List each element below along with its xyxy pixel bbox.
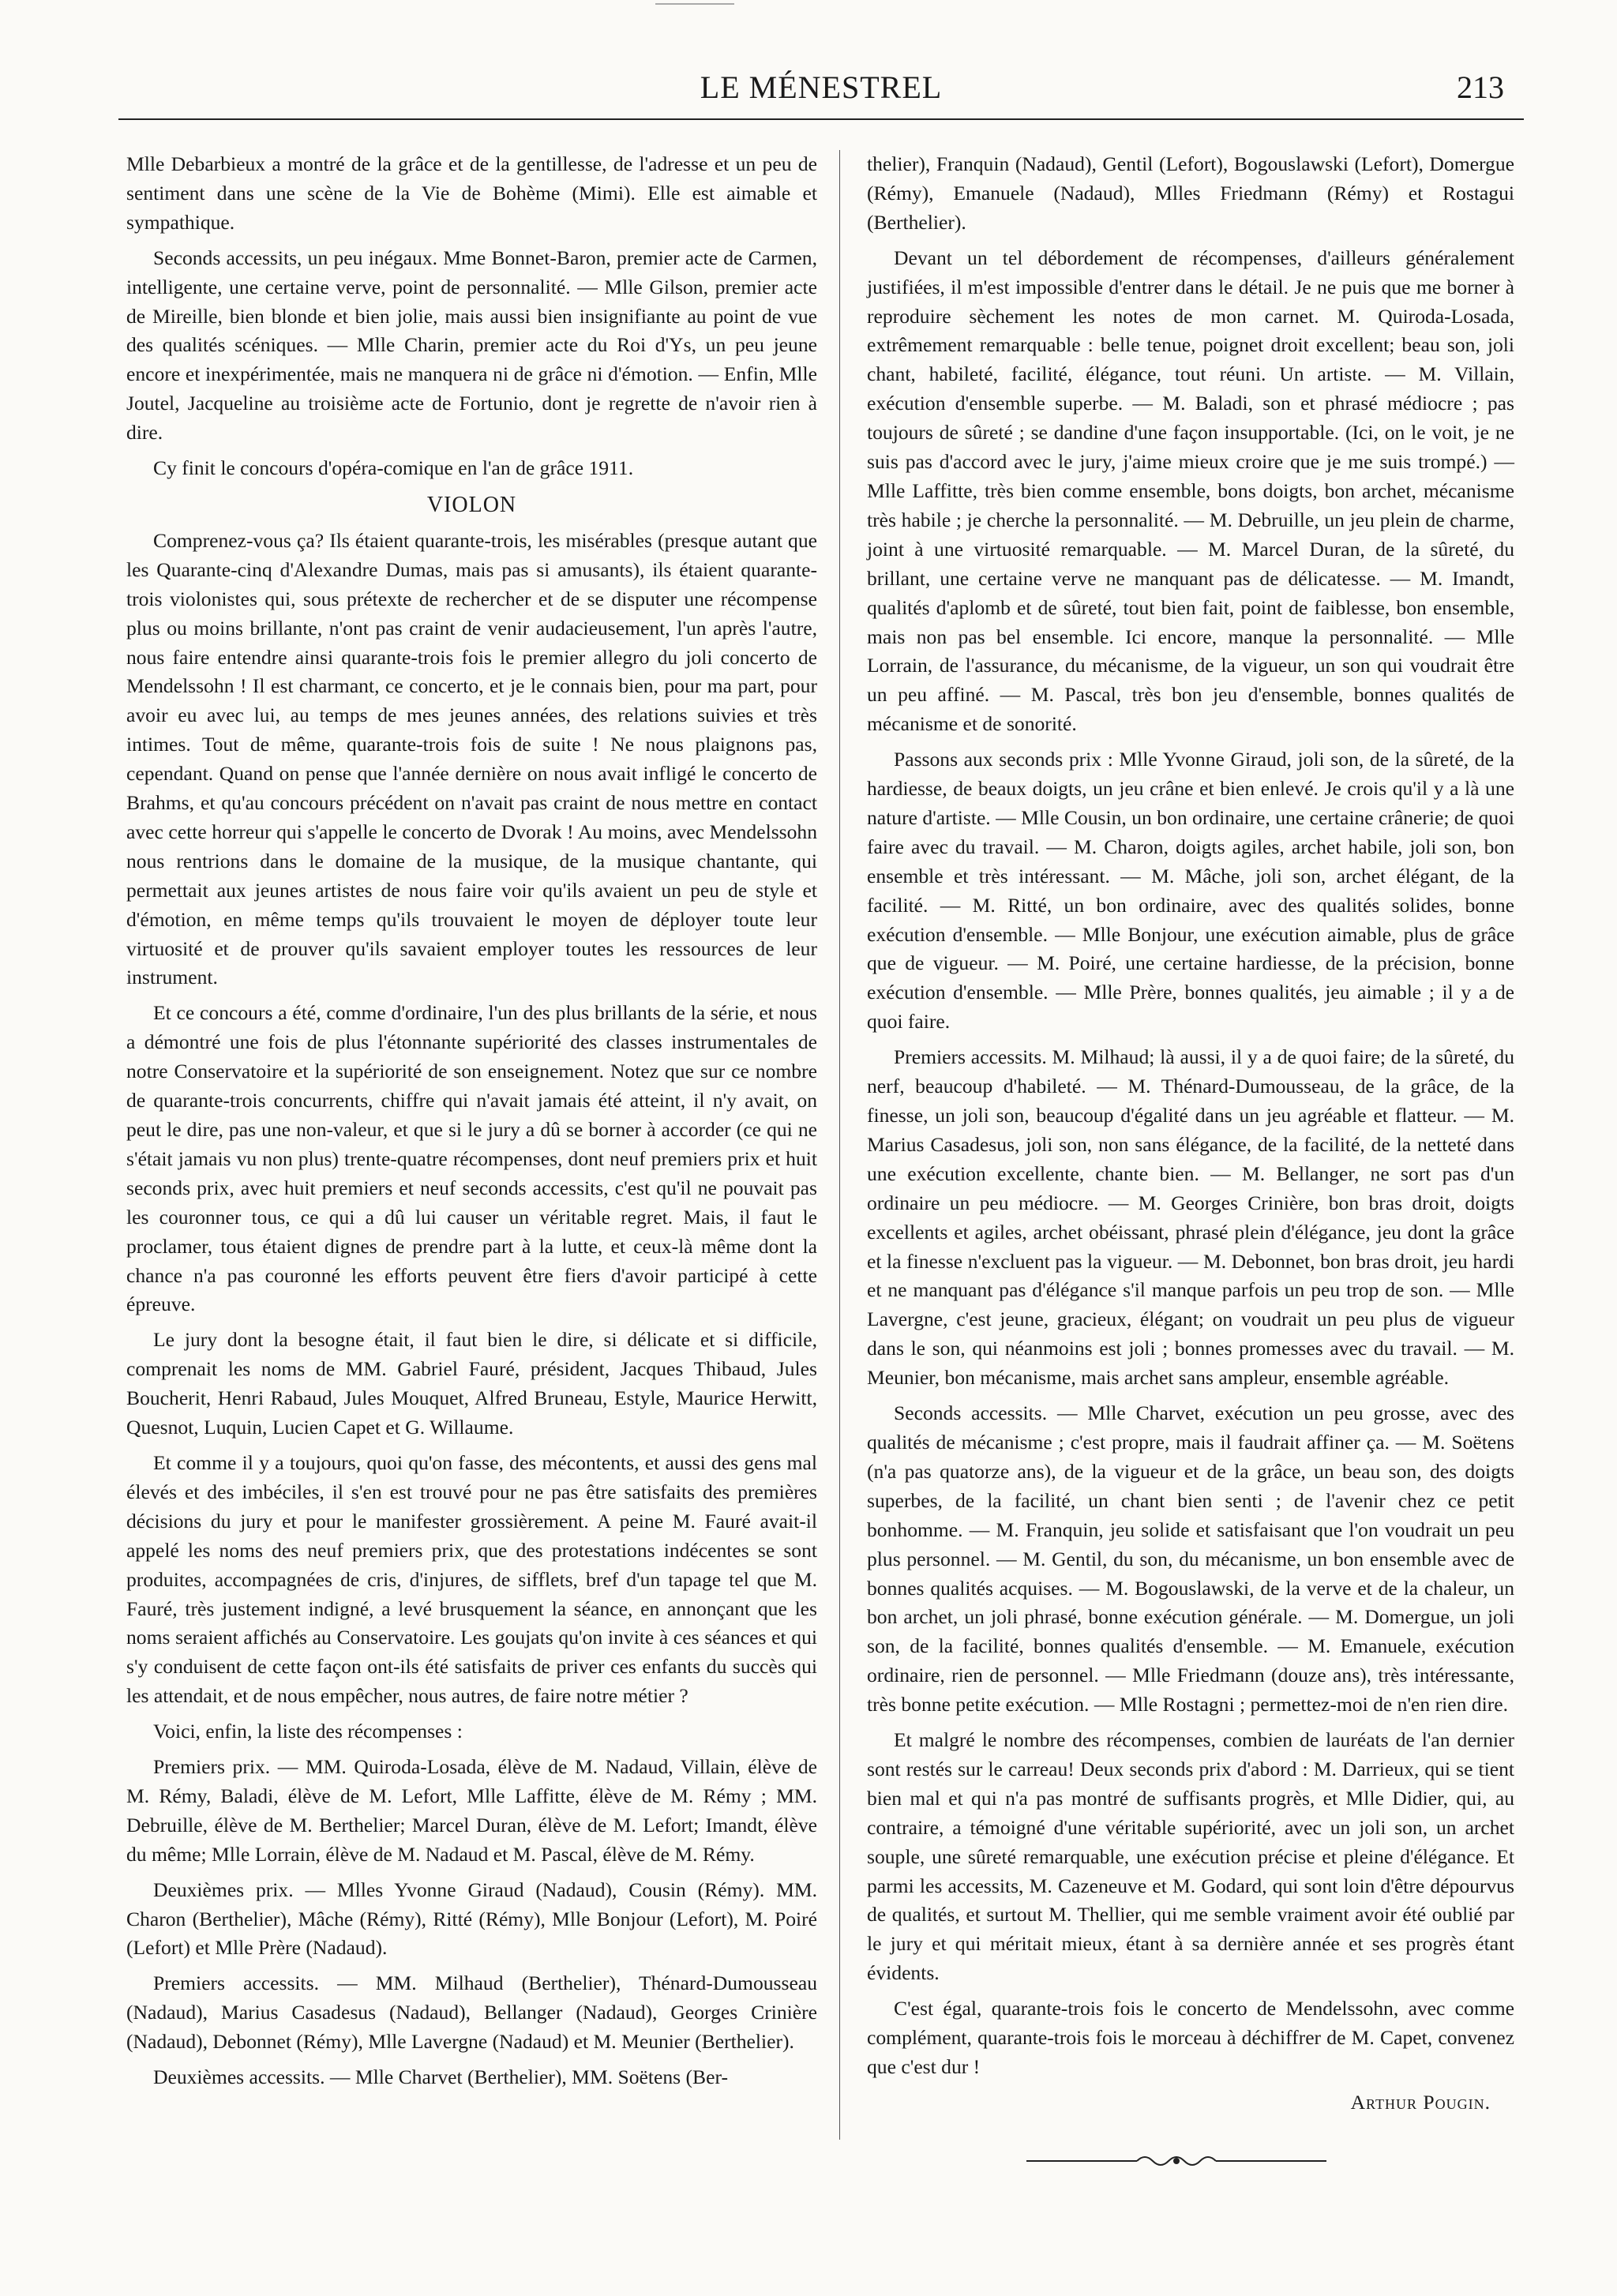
- section-heading-violon: VIOLON: [426, 492, 517, 517]
- left-column: [126, 150, 817, 2099]
- paragraph: Mlle Debarbieux a montré de la grâce et de la gentillesse, de l'adresse et un peu de sentiment dans une scène de la Vie de Bohème (Mimi). Elle est aimable et sympathique.: [126, 152, 817, 234]
- right-column: [867, 150, 1514, 2118]
- awards-first-accessits: Premiers accessits. — MM. Milhaud (Berthelier), Thénard-Dumousseau (Nadaud), Marius Casadesus (Nadaud), Bellanger (Nadaud), Georges Crinière (Nadaud), Debonnet (Rémy), Mlle Lavergne (Nadaud) et M. Meunier (Berthelier).: [126, 1971, 817, 2054]
- paragraph: Passons aux seconds prix : Mlle Yvonne Giraud, joli son, de la sûreté, de la hardiesse, de beaux doigts, un jeu crâne et bien enlevé. Je crois qu'il y a là une nature d'artiste. — Mlle Cousin, un bon ordinaire, une certaine crânerie; de quoi faire avec du travail. — M. Charon, doigts agiles, archet habile, joli son, bon ensemble et très intéressant. — M. Mâche, joli son, archet élégant, de la facilité. — M. Ritté, un bon ordinaire, avec des qualités solides, bonne exécution d'ensemble. — Mlle Bonjour, une exécution aimable, plus de grâce que de vigueur. — M. Poiré, une certaine hardiesse, de la précision, bonne exécution d'ensemble. — Mlle Prère, bonnes qualités, jeu aimable ; il y a de quoi faire.: [867, 748, 1514, 1034]
- top-margin-mark: [655, 3, 734, 5]
- paragraph: Premiers accessits. M. Milhaud; là aussi, il y a de quoi faire; de la sûreté, du nerf, beaucoup d'habileté. — M. Thénard-Dumousseau, de la grâce, de la finesse, un joli son, beaucoup d'égalité dans un jeu agréable et flatteur. — M. Marius Casadesus, joli son, non sans élégance, de la facilité, de la netteté dans une exécution excellente, chante bien. — M. Bellanger, ne sort pas d'un ordinaire un peu médiocre. — M. Georges Crinière, bon bras droit, doigts excellents et agiles, archet obéissant, phrasé plein d'élégance, jeu dont la grâce et la finesse n'excluent pas la vigueur. — M. Debonnet, bon bras droit, jeu hardi et ne manquant pas d'élégance s'il manque parfois un peu trop de son. — Mlle Lavergne, c'est jeune, gracieux, élégant; on voudrait un peu plus de vigueur dans le son, qui néanmoins est joli ; bonnes promesses avec du travail. — M. Meunier, bon mécanisme, mais archet sans ampleur, ensemble agréable.: [867, 1045, 1514, 1390]
- paragraph: Et ce concours a été, comme d'ordinaire, l'un des plus brillants de la série, et nous a démontré une fois de plus l'étonnante supériorité des classes instrumentales de notre Conservatoire et la supériorité de son enseignement. Notez que sur ce nombre de quarante-trois concurrents, chiffre qui n'avait jamais été atteint, il n'y avait, on peut le dire, pas une non-valeur, et que si le jury a dû se borner à accorder (ce qui ne s'était jamais vu non plus) trente-quatre récompenses, dont neuf premiers prix et huit seconds prix, avec huit premiers et neuf seconds accessits, c'est qu'il ne pouvait pas les couronner tous, ce qui a dû lui causer un véritable regret. Mais, il faut le proclamer, tous étaient dignes de prendre part à la lutte, et ceux-là même dont la chance n'a pas couronné les efforts peuvent être fiers d'avoir participé à cette épreuve.: [126, 1001, 817, 1316]
- paragraph: Seconds accessits. — Mlle Charvet, exécution un peu grosse, avec des qualités de mécanisme ; c'est propre, mais il faudrait affiner ça. — M. Soëtens (n'a pas quatorze ans), de la vigueur et de la grâce, un beau son, des doigts superbes, de la facilité, un chant bien senti ; de l'avenir chez ce petit bonhomme. — M. Franquin, jeu solide et satisfaisant que l'on voudrait un peu plus personnel. — M. Gentil, du son, du mécanisme, un bon ensemble avec de bonnes qualités acquises. — M. Bogouslawski, de la verve et de la chaleur, un bon archet, un joli phrasé, bonne exécution générale. — M. Domergue, un joli son, de la facilité, bonnes qualités d'ensemble. — M. Emanuele, exécution ordinaire, rien de personnel. — Mlle Friedmann (douze ans), très intéressante, très bonne petite exécution. — Mlle Rostagni ; permettez-moi de n'en rien dire.: [867, 1401, 1514, 1716]
- paragraph: Devant un tel débordement de récompenses, d'ailleurs généralement justifiées, il m'est impossible d'entrer dans le détail. Je ne puis que me borner à reproduire sèchement les notes de mon carnet. M. Quiroda-Losada, extrêmement remarquable : belle tenue, poignet droit excellent; beau son, joli chant, habileté, facilité, élégance, tout réuni. Un artiste. — M. Villain, exécution d'ensemble superbe. — M. Baladi, son et phrasé médiocre ; pas toujours de sûreté ; se dandine d'une façon insupportable. (Ici, on le voit, je ne suis pas d'accord avec le jury, j'aime mieux croire que je me suis trompé.) — Mlle Laffitte, très bien comme ensemble, bons doigts, bon archet, mécanisme très habile ; je cherche la personnalité. — M. Debruille, un jeu plein de charme, joint à une virtuosité remarquable. — M. Marcel Duran, de la sûreté, du brillant, une certaine verve ne manquant pas de délicatesse. — M. Imandt, qualités d'aplomb et de sûreté, tout bien fait, point de faiblesse, bon ensemble, mais non pas bel ensemble. Ici encore, manque la personnalité. — Mlle Lorrain, de l'assurance, du mécanisme, de la vigueur, un son qui voudrait être un peu affiné. — M. Pascal, très bon jeu d'ensemble, bonnes qualités de mécanisme et de sonorité.: [867, 246, 1514, 736]
- page-number: 213: [1457, 69, 1504, 105]
- paragraph: Seconds accessits, un peu inégaux. Mme Bonnet-Baron, premier acte de Carmen, intelligente, une certaine verve, point de personnalité. — Mlle Gilson, premier acte de Mireille, bien blonde et bien jolie, mais aussi bien insignifiante au point de vue des qualités scéniques. — Mlle Charin, premier acte du Roi d'Ys, un peu jeune encore et inexpérimentée, mais ne manquera ni de grâce ni d'émotion. — Enfin, Mlle Joutel, Jacqueline au troisième acte de Fortunio, dont je regrette de n'avoir rien à dire.: [126, 246, 817, 445]
- paragraph: thelier), Franquin (Nadaud), Gentil (Lefort), Bogouslawski (Lefort), Domergue (Rémy), Emanuele (Nadaud), Mlles Friedmann (Rémy) et Rostagui (Berthelier).: [867, 152, 1514, 234]
- awards-second-accessits: Deuxièmes accessits. — Mlle Charvet (Berthelier), MM. Soëtens (Ber-: [153, 2065, 728, 2089]
- paragraph: Le jury dont la besogne était, il faut bien le dire, si délicate et si difficile, comprenait les noms de MM. Gabriel Fauré, président, Jacques Thibaud, Jules Boucherit, Henri Rabaud, Jules Mouquet, Alfred Bruneau, Estyle, Maurice Herwitt, Quesnot, Luquin, Lucien Capet et G. Willaume.: [126, 1328, 817, 1439]
- author-signature: Arthur Pougin.: [1350, 2090, 1491, 2114]
- paragraph: Comprenez-vous ça? Ils étaient quarante-trois, les misérables (presque autant que les Quarante-cinq d'Alexandre Dumas, mais pas si amusants), ils étaient quarante-trois violonistes qui, sous prétexte de rechercher et de se disputer une récompense plus ou moins brillante, n'ont pas craint de venir audacieusement, l'un après l'autre, nous faire entendre ainsi quarante-trois fois le premier allegro du joli concerto de Mendelssohn ! Il est charmant, ce concerto, et je le connais bien, pour ma part, pour avoir eu avec lui, au temps de mes jeunes années, des relations suivies et très intimes. Tout de même, quarante-trois fois de suite ! Ne nous plaignons pas, cependant. Quand on pense que l'année dernière on nous avait infligé le concerto de Brahms, et qu'au concours précédent on n'avait pas craint de nous mettre en contact avec cette horreur qui s'appelle le concerto de Dvorak ! Au moins, avec Mendelssohn nous rentrions dans le domaine de la musique, de la musique chantante, qui permettait aux jeunes artistes de nous faire voir qu'ils avaient un peu de style et d'émotion, en même temps qu'ils trouvaient le moyen de déployer toute leur virtuosité et de prouver qu'ils savaient employer toutes les ressources de leur instrument.: [126, 528, 817, 989]
- paragraph: Et comme il y a toujours, quoi qu'on fasse, des mécontents, et aussi des gens mal élevés et des imbéciles, il s'en est trouvé pour ne pas être satisfaits des premières décisions du jury et pour le manifester grossièrement. A peine M. Fauré avait-il appelé les noms des neuf premiers prix, que des protestations indécentes se sont produites, accompagnées de cris, d'injures, de sifflets, bref d'un tapage tel que M. Fauré, très justement indigné, a levé brusquement la séance, en annonçant que les noms seraient affichés au Conservatoire. Les goujats qu'on invite à ces séances et qui s'y conduisent de cette façon ont-ils été satisfaits de priver ces enfants du succès qui les attendait, et de nous empêcher, nous autres, de faire notre métier ?: [126, 1450, 817, 1708]
- awards-second-prizes: Deuxièmes prix. — Mlles Yvonne Giraud (Nadaud), Cousin (Rémy). MM. Charon (Berthelier), Mâche (Rémy), Ritté (Rémy), Mlle Bonjour (Lefort), M. Poiré (Lefort) et Mlle Prère (Nadaud).: [126, 1878, 817, 1960]
- journal-title: LE MÉNESTREL: [700, 69, 943, 105]
- paragraph: Et malgré le nombre des récompenses, combien de lauréats de l'an dernier sont restés sur le carreau! Deux seconds prix d'abord : M. Darrieux, qui se tient bien mal et qui n'a pas montré de suffisants progrès, et Mlle Didier, qui, au contraire, a témoigné d'une véritable supériorité, avec un joli son, un archet souple, une sûreté remarquable, une exécution précise et pleine d'élégance. Et parmi les accessits, M. Cazeneuve et M. Godard, qui sont loin d'être dépourvus de qualités, et surtout M. Thellier, qui me semble vraiment avoir été oublié par le jury et qui méritait mieux, étant à sa dernière année et ses progrès étant évidents.: [867, 1728, 1514, 1985]
- awards-first-prizes: Premiers prix. — MM. Quiroda-Losada, élève de M. Nadaud, Villain, élève de M. Rémy, Baladi, élève de M. Lefort, Mlle Laffitte, élève de M. Rémy ; MM. Debruille, élève de M. Berthelier; Marcel Duran, élève de M. Lefort; Imandt, élève du même; Mlle Lorrain, élève de M. Nadaud et M. Pascal, élève de M. Rémy.: [126, 1755, 817, 1866]
- paragraph: Voici, enfin, la liste des récompenses :: [153, 1720, 463, 1743]
- ornament-divider: [1026, 2149, 1326, 2173]
- paragraph: C'est égal, quarante-trois fois le concerto de Mendelssohn, avec comme complément, quarante-trois fois le morceau à déchiffrer de M. Capet, convenez que c'est dur !: [867, 1997, 1514, 2078]
- page-header: [118, 67, 1524, 114]
- paragraph: Cy finit le concours d'opéra-comique en l'an de grâce 1911.: [153, 456, 634, 480]
- column-divider: [839, 150, 840, 2140]
- header-rule: [118, 118, 1524, 120]
